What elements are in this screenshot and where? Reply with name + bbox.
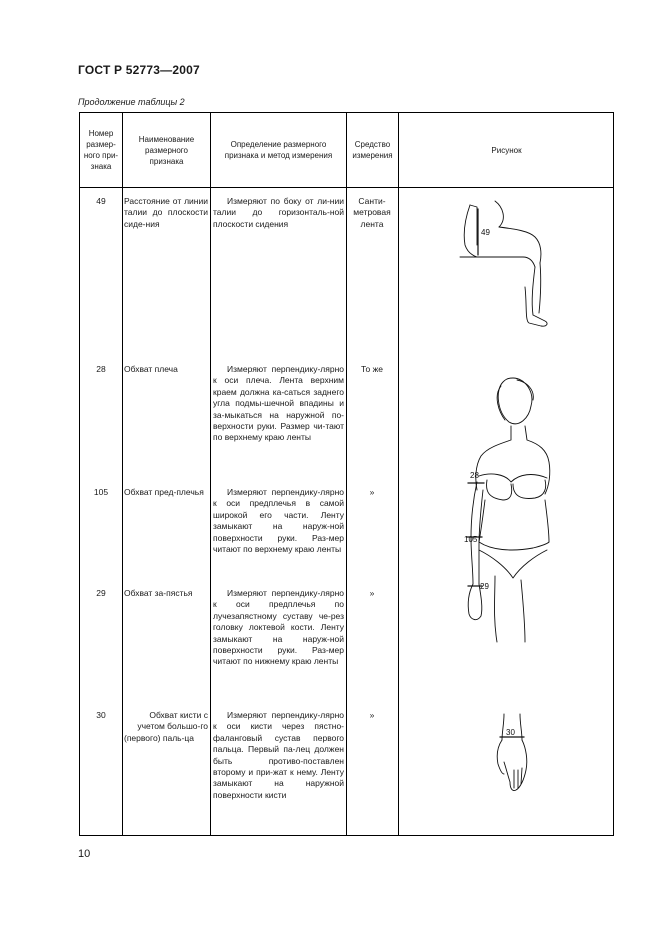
right-waist — [545, 500, 549, 542]
left-shoulder — [476, 426, 511, 490]
page-number: 10 — [78, 848, 91, 860]
row-name: Обхват кисти с учетом большо-го (первого) паль-ца — [124, 710, 208, 743]
hand-figure — [490, 710, 540, 795]
brief-top — [479, 542, 549, 550]
bust-top — [479, 474, 547, 482]
column-divider — [122, 113, 123, 835]
body-figure — [455, 370, 565, 648]
row-definition: Измеряют перпендику-лярно к оси предплечья в самой широкой его части. Ленту замыкают на наруж-ной поверхности руки. Раз-мер читают по верхнему краю ленты — [213, 487, 344, 555]
thigh-underside — [477, 257, 535, 267]
document-title: ГОСТ Р 52773—2007 — [78, 63, 200, 77]
row-name: Обхват пред-плечья — [124, 487, 204, 497]
header-figure: Рисунок — [491, 145, 522, 155]
row-number: 28 — [96, 364, 106, 374]
figure-label: 29 — [480, 582, 489, 591]
waist-line — [470, 205, 477, 245]
column-divider — [398, 113, 399, 835]
bust-contour — [487, 480, 546, 500]
header-name: Наименование размерного признака — [138, 134, 195, 166]
figure-label: 105 — [464, 535, 478, 544]
row-tool: » — [369, 588, 375, 598]
row-tool: » — [369, 710, 375, 720]
sitting-figure — [455, 195, 565, 330]
row-number: 49 — [96, 196, 106, 206]
row-tool: То же — [360, 364, 384, 374]
header-definition: Определение размерного признака и метод измерения — [224, 140, 333, 160]
legs-contour — [495, 576, 526, 642]
thigh-top — [499, 227, 541, 263]
row-name: Обхват плеча — [124, 364, 178, 374]
header-divider — [80, 187, 613, 188]
palm-contour — [504, 740, 527, 791]
row-definition: Измеряют перпендику-лярно к оси кисти через пястно-фаланговый сустав первого пальца. Первый па-лец должен быть противо-поставлен второму и при-жат к нему. Ленту замыкают на наружной поверхности кисти — [213, 710, 344, 800]
lower-leg — [525, 267, 547, 326]
row-definition: Измеряют перпендику-лярно к оси предплечья по лучезапястному суставу че-рез головку локтевой кости. Ленту замыкают на наруж-ной поверхности руки. Раз-мер читают по нижнему краю ленты — [213, 588, 344, 667]
row-number: 105 — [93, 487, 109, 497]
table-caption: Продолжение таблицы 2 — [78, 97, 185, 107]
figure-label: 28 — [470, 471, 479, 480]
hip-contour — [464, 205, 477, 257]
header-number: Номер размер-ного при-знака — [83, 129, 119, 171]
thumb-contour — [497, 740, 504, 774]
row-definition: Измеряют перпендику-лярно к оси плеча. Лента верхним краем должна ка-саться заднего угла подмы-шечной впадины и за-мыкаться на наружной по-верхности руки. Размер чи-тают по верхнему краю ленты — [213, 364, 344, 443]
row-tool: Санти-метровая лента — [353, 196, 391, 229]
row-number: 29 — [96, 588, 106, 598]
column-divider — [210, 113, 211, 835]
row-number: 30 — [96, 710, 106, 720]
row-definition: Измеряют по боку от ли-нии талии до горизонталь-ной плоскости сидения — [213, 196, 344, 229]
figure-label: 49 — [481, 228, 490, 237]
shin-contour — [539, 263, 541, 313]
arm-outline — [471, 482, 477, 584]
brief-bottom — [479, 550, 547, 578]
row-tool: » — [369, 487, 375, 497]
back-contour — [495, 201, 503, 227]
header-tool: Средство измерения — [352, 140, 393, 160]
figure-label: 30 — [506, 728, 515, 737]
row-name: Обхват за-пястья — [124, 588, 193, 598]
row-name: Расстояние от линии талии до плоскости сиде-ния — [124, 196, 208, 229]
